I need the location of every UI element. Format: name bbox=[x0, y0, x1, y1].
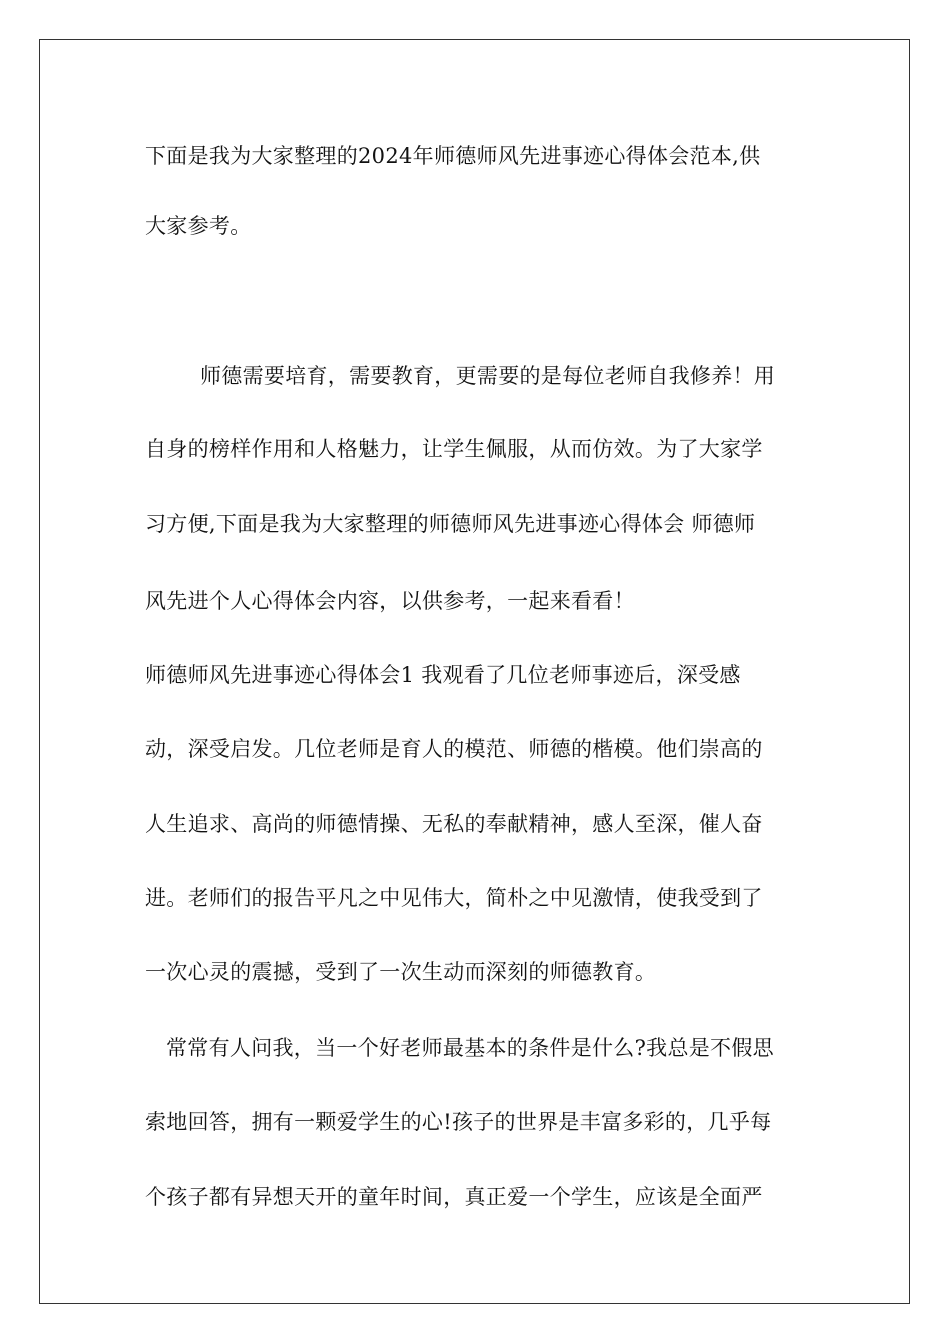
text-line-paragraph-3-2: 索地回答，拥有一颗爱学生的心!孩子的世界是丰富多彩的，几乎每 bbox=[145, 1110, 772, 1134]
text-line-paragraph-3: 习方便,下面是我为大家整理的师德师风先进事迹心得体会 师德师 bbox=[145, 512, 756, 536]
text-line-section-1-2: 动，深受启发。几位老师是育人的模范、师德的楷模。他们崇高的 bbox=[145, 737, 763, 761]
text-line-paragraph-3-1: 常常有人问我，当一个好老师最基本的条件是什么?我总是不假思 bbox=[166, 1036, 774, 1060]
text-line-paragraph-2: 自身的榜样作用和人格魅力，让学生佩服，从而仿效。为了大家学 bbox=[145, 437, 763, 461]
text-line-intro-1: 下面是我为大家整理的2024年师德师风先进事迹心得体会范本,供 bbox=[145, 144, 761, 168]
text-line-section-1-4: 进。老师们的报告平凡之中见伟大，简朴之中见激情，使我受到了 bbox=[145, 886, 763, 910]
text-line-paragraph-4: 风先进个人心得体会内容，以供参考，一起来看看！ bbox=[145, 589, 635, 613]
text-line-heading-section-1: 师德师风先进事迹心得体会1 我观看了几位老师事迹后，深受感 bbox=[145, 663, 741, 687]
text-line-section-1-3: 人生追求、高尚的师德情操、无私的奉献精神，感人至深，催人奋 bbox=[145, 812, 763, 836]
text-line-intro-2: 大家参考。 bbox=[145, 214, 252, 238]
text-line-section-1-5: 一次心灵的震撼，受到了一次生动而深刻的师德教育。 bbox=[145, 960, 657, 984]
text-line-paragraph-1: 师德需要培育，需要教育，更需要的是每位老师自我修养！用 bbox=[200, 364, 776, 388]
text-line-paragraph-3-3: 个孩子都有异想天开的童年时间，真正爱一个学生，应该是全面严 bbox=[145, 1185, 763, 1209]
